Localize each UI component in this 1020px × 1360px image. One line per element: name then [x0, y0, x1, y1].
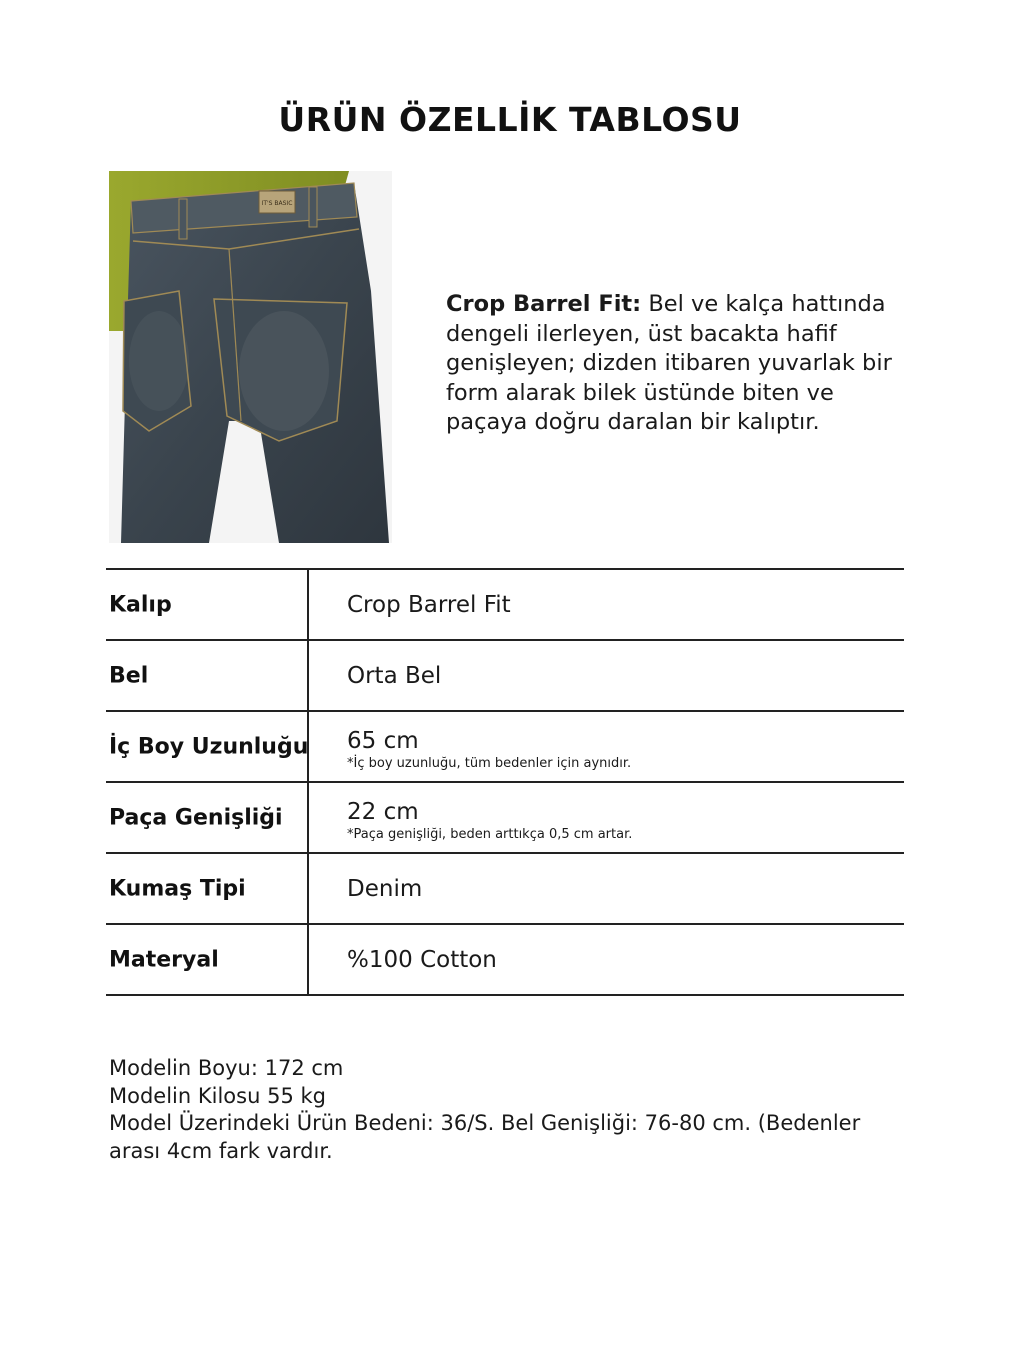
spec-row-ic-boy: [106, 712, 904, 783]
spec-note: *İç boy uzunluğu, tüm bedenler için aynıdır.: [347, 756, 632, 771]
model-weight: Modelin Kilosu 55 kg: [109, 1083, 326, 1108]
spec-value: Denim: [347, 875, 423, 902]
fit-description-title: Crop Barrel Fit:: [446, 291, 642, 317]
spec-value: 65 cm: [347, 728, 419, 754]
spec-label: İç Boy Uzunluğu: [109, 734, 309, 759]
fit-description-text: Bel ve kalça hattında dengeli ilerleyen, üst bacakta hafif genişleyen; dizden itibaren yuvarlak bir form alarak bilek üstünde biten ve paçaya doğru daralan bir kalıptır.: [446, 291, 892, 435]
spec-value: Crop Barrel Fit: [347, 591, 511, 618]
spec-value: Orta Bel: [347, 662, 442, 689]
spec-label: Bel: [109, 663, 149, 688]
spec-row-bel: [106, 641, 904, 712]
model-height: Modelin Boyu: 172 cm: [109, 1056, 344, 1080]
spec-label: Kumaş Tipi: [109, 876, 246, 901]
spec-label: Materyal: [109, 947, 219, 972]
spec-row-kalip: [106, 570, 904, 641]
page-title: ÜRÜN ÖZELLİK TABLOSU: [278, 100, 742, 139]
product-photo: [109, 171, 392, 543]
spec-row-kumas: [106, 854, 904, 925]
spec-row-materyal: [106, 925, 904, 996]
spec-value: %100 Cotton: [347, 946, 497, 973]
spec-value: 22 cm: [347, 799, 419, 825]
model-info: [109, 1055, 909, 1165]
fit-description: [446, 290, 916, 438]
spec-row-paca: [106, 783, 904, 854]
spec-note: *Paça genişliği, beden arttıkça 0,5 cm artar.: [347, 827, 633, 842]
brand-label-text: IT'S BASIC: [261, 200, 293, 207]
model-size: Model Üzerindeki Ürün Bedeni: 36/S. Bel Genişliği: 76-80 cm. (Bedenler arası 4cm fark vardır.: [109, 1111, 861, 1163]
spec-label: Paça Genişliği: [109, 805, 283, 830]
spec-table: [106, 568, 904, 996]
spec-label: Kalıp: [109, 592, 172, 617]
